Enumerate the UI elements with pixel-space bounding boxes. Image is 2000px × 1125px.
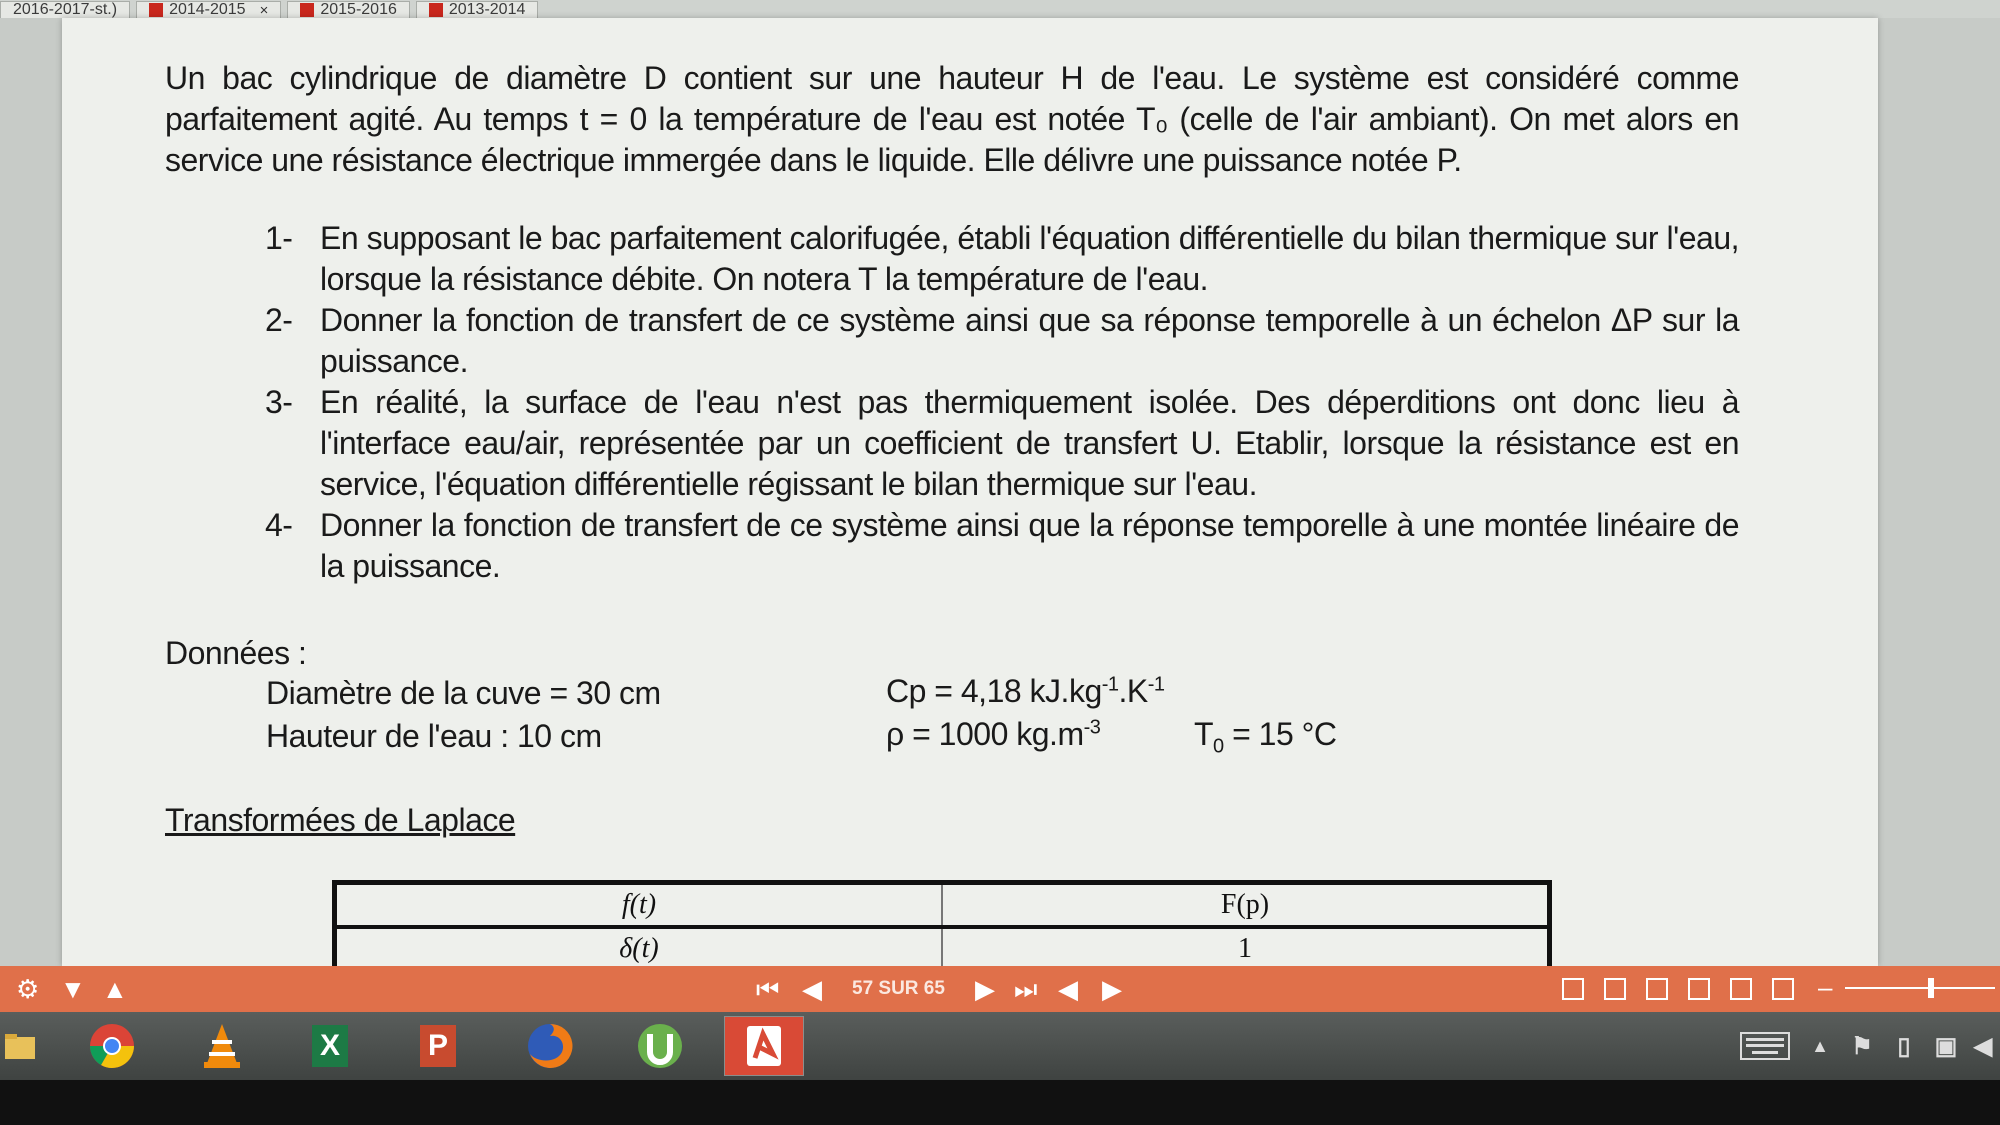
first-page-icon[interactable]: ⏮ bbox=[756, 974, 780, 1004]
question-number: 1- bbox=[265, 220, 293, 256]
page-indicator: 57 SUR 65 bbox=[852, 978, 945, 999]
cp-base: Cp = 4,18 kJ.kg bbox=[886, 673, 1102, 709]
tab-label: 2014-2015 bbox=[169, 1, 246, 18]
datum-hauteur: Hauteur de l'eau : 10 cm bbox=[266, 718, 602, 754]
gear-icon[interactable]: ⚙ bbox=[16, 974, 40, 1004]
laplace-heading: Transformées de Laplace bbox=[165, 802, 516, 838]
question-item bbox=[265, 382, 1739, 505]
document-viewer[interactable] bbox=[0, 18, 2000, 966]
question-number: 3- bbox=[265, 384, 293, 420]
table-header-row bbox=[337, 885, 1547, 929]
question-text: Donner la fonction de transfert de ce système ainsi que sa réponse temporelle à un échelon ΔP sur la puissance. bbox=[320, 302, 1739, 379]
table-row bbox=[337, 929, 1547, 969]
donnees-heading: Données : bbox=[165, 635, 307, 671]
keyboard-icon[interactable] bbox=[1736, 1016, 1794, 1076]
prev-page-icon[interactable]: ◀ bbox=[802, 974, 822, 1004]
excel-icon[interactable] bbox=[290, 1016, 370, 1076]
excel-label: X bbox=[312, 1025, 348, 1067]
powerpoint-label: P bbox=[420, 1025, 456, 1067]
windows-taskbar bbox=[0, 1012, 2000, 1080]
triangle-up-icon[interactable]: ▲ bbox=[102, 974, 128, 1004]
question-number: 2- bbox=[265, 302, 293, 338]
utorrent-icon[interactable] bbox=[620, 1016, 700, 1076]
datum-t0 bbox=[1194, 716, 1337, 758]
next-page-icon[interactable]: ▶ bbox=[975, 974, 995, 1004]
cp-exponent: -1 bbox=[1147, 673, 1165, 696]
battery-icon[interactable]: ▯ bbox=[1897, 1032, 1911, 1060]
table-cell: 1 bbox=[1238, 933, 1252, 964]
reader-status-bar bbox=[0, 966, 2000, 1012]
forward-icon[interactable]: ▶ bbox=[1102, 974, 1122, 1004]
zoom-slider-thumb[interactable] bbox=[1928, 978, 1934, 998]
cp-unit: .K bbox=[1118, 673, 1148, 709]
book-view-icon[interactable] bbox=[1772, 978, 1794, 1000]
tab-label: 2016-2017-st.) bbox=[13, 1, 118, 18]
laplace-table bbox=[332, 880, 1552, 966]
tab-2014-2015[interactable] bbox=[136, 1, 281, 18]
question-item bbox=[265, 218, 1739, 300]
presentation-view-icon[interactable] bbox=[1730, 978, 1752, 1000]
continuous-view-icon[interactable] bbox=[1604, 978, 1626, 1000]
datum-diametre: Diamètre de la cuve = 30 cm bbox=[266, 675, 661, 711]
tab-2013-2014[interactable] bbox=[416, 1, 539, 18]
document-tab-bar bbox=[0, 0, 2000, 19]
last-page-icon[interactable]: ⏭ bbox=[1014, 974, 1038, 1004]
tab-close-icon[interactable]: × bbox=[259, 1, 269, 19]
tab-2016-2017[interactable] bbox=[0, 1, 130, 18]
datum-rho bbox=[886, 716, 1100, 753]
pdf-icon bbox=[300, 3, 314, 17]
network-icon[interactable]: ▣ bbox=[1934, 1032, 1958, 1060]
pdf-icon bbox=[149, 3, 163, 17]
table-header-cell: f(t) bbox=[337, 885, 943, 925]
powerpoint-icon[interactable] bbox=[398, 1016, 478, 1076]
tab-2015-2016[interactable] bbox=[287, 1, 410, 18]
question-text: En réalité, la surface de l'eau n'est pas thermiquement isolée. Des déperditions ont donc lieu à l'interface eau/air, représentée par un coefficient de transfert U. Etablir, lorsque la résistance est en service, l'équation différentielle régissant le bilan thermique sur l'eau. bbox=[320, 384, 1739, 502]
two-page-view-icon[interactable] bbox=[1646, 978, 1668, 1000]
table-header-cell: F(p) bbox=[1220, 889, 1270, 920]
firefox-icon[interactable] bbox=[510, 1016, 590, 1076]
action-center-flag-icon[interactable]: ⚑ bbox=[1851, 1032, 1873, 1060]
question-text: En supposant le bac parfaitement calorifugée, établi l'équation différentielle du bilan thermique sur l'eau, lorsque la résistance débite. On notera T la température de l'eau. bbox=[320, 220, 1739, 297]
pdf-icon bbox=[429, 3, 443, 17]
zoom-slider[interactable] bbox=[1845, 987, 1995, 989]
grid-view-icon[interactable] bbox=[1688, 978, 1710, 1000]
cp-exponent: -1 bbox=[1101, 673, 1119, 696]
table-cell: δ(t) bbox=[337, 929, 943, 969]
t0-value: = 15 °C bbox=[1223, 716, 1337, 752]
t0-base: T bbox=[1194, 716, 1214, 752]
question-item bbox=[265, 505, 1739, 587]
volume-icon[interactable]: ◀ bbox=[1973, 1032, 1993, 1060]
single-page-view-icon[interactable] bbox=[1562, 978, 1584, 1000]
document-page bbox=[62, 18, 1878, 966]
question-list bbox=[265, 218, 1739, 587]
pdf-reader-icon[interactable] bbox=[724, 1016, 804, 1076]
tab-label: 2015-2016 bbox=[320, 1, 397, 18]
screen-bezel bbox=[0, 1080, 2000, 1125]
rho-exponent: -3 bbox=[1083, 716, 1101, 739]
file-explorer-icon[interactable] bbox=[0, 1016, 40, 1076]
intro-paragraph: Un bac cylindrique de diamètre D contient sur une hauteur H de l'eau. Le système est considéré comme parfaitement agité. Au temps t = 0 la température de l'eau est notée T₀ (celle de l'air ambiant). On met alors en service une résistance électrique immergée dans le liquide. Elle délivre une puissance notée P. bbox=[165, 60, 1739, 178]
triangle-down-icon[interactable]: ▼ bbox=[60, 974, 86, 1004]
tab-label: 2013-2014 bbox=[448, 1, 526, 18]
rho-base: ρ = 1000 kg.m bbox=[886, 716, 1084, 752]
question-number: 4- bbox=[265, 507, 293, 543]
chrome-icon[interactable] bbox=[72, 1016, 152, 1076]
back-icon[interactable]: ◀ bbox=[1058, 974, 1078, 1004]
question-text: Donner la fonction de transfert de ce système ainsi que la réponse temporelle à une montée linéaire de la puissance. bbox=[320, 507, 1739, 584]
question-item bbox=[265, 300, 1739, 382]
datum-cp bbox=[886, 673, 1165, 710]
show-hidden-icons-icon[interactable]: ▲ bbox=[1811, 1035, 1829, 1056]
t0-subscript: 0 bbox=[1213, 735, 1224, 758]
vlc-icon[interactable] bbox=[182, 1016, 262, 1076]
zoom-out-icon[interactable]: – bbox=[1818, 972, 1833, 1002]
